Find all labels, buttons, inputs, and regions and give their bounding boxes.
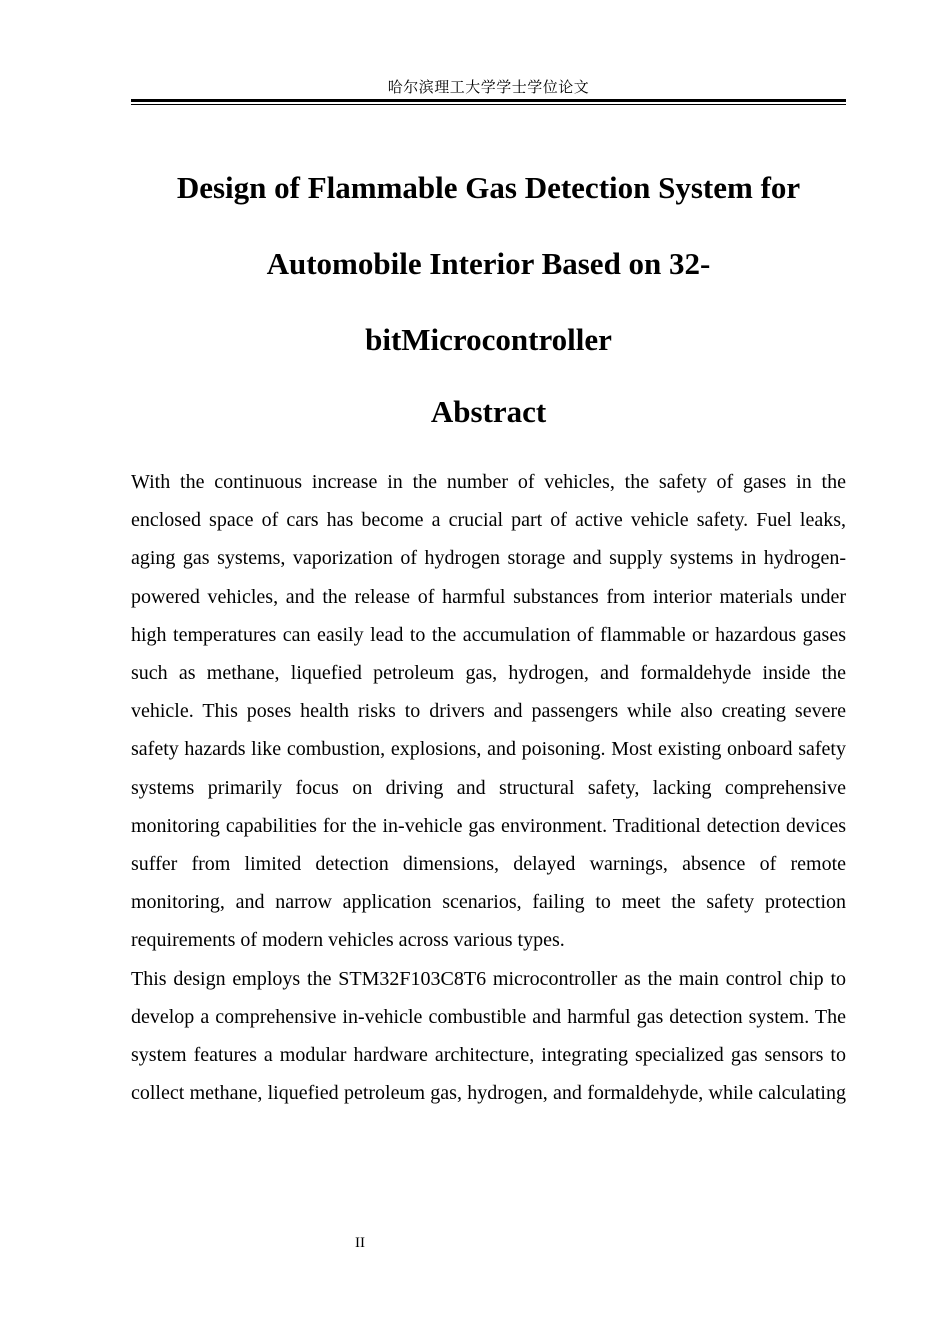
title-line-2: Automobile Interior Based on 32- <box>266 246 711 281</box>
title-line-3: bitMicrocontroller <box>365 322 612 357</box>
abstract-body <box>131 463 846 1112</box>
thesis-title <box>131 150 846 378</box>
running-header: 哈尔滨理工大学学士学位论文 <box>387 80 590 96</box>
abstract-paragraph-1: With the continuous increase in the number of vehicles, the safety of gases in the enclosed space of cars has become a crucial part of active vehicle safety. Fuel leaks, aging gas systems, vaporization of hydrogen storage and supply systems in hydrogen-powered vehicles, and the release of harmful substances from interior materials under high temperatures can easily lead to the accumulation of flammable or hazardous gases such as methane, liquefied petroleum gas, hydrogen, and formaldehyde inside the vehicle. This poses health risks to drivers and passengers while also creating severe safety hazards like combustion, explosions, and poisoning. Most existing onboard safety systems primarily focus on driving and structural safety, lacking comprehensive monitoring capabilities for the in-vehicle gas environment. Traditional detection devices suffer from limited detection dimensions, delayed warnings, absence of remote monitoring, and narrow application scenarios, failing to meet the safety protection requirements of modern vehicles across various types. <box>131 471 846 952</box>
page-number: II <box>355 1235 365 1251</box>
header-rule <box>131 99 846 102</box>
header-rule-thin <box>131 104 846 105</box>
title-line-1: Design of Flammable Gas Detection System for <box>176 170 801 205</box>
abstract-heading: Abstract <box>430 394 547 429</box>
abstract-paragraph-2: This design employs the STM32F103C8T6 microcontroller as the main control chip to develop a comprehensive in-vehicle combustible and harmful gas detection system. The system features a modular hardware architecture, integrating specialized gas sensors to collect methane, liquefied petroleum gas, hydrogen, and formaldehyde, while calculating <box>131 967 846 1105</box>
